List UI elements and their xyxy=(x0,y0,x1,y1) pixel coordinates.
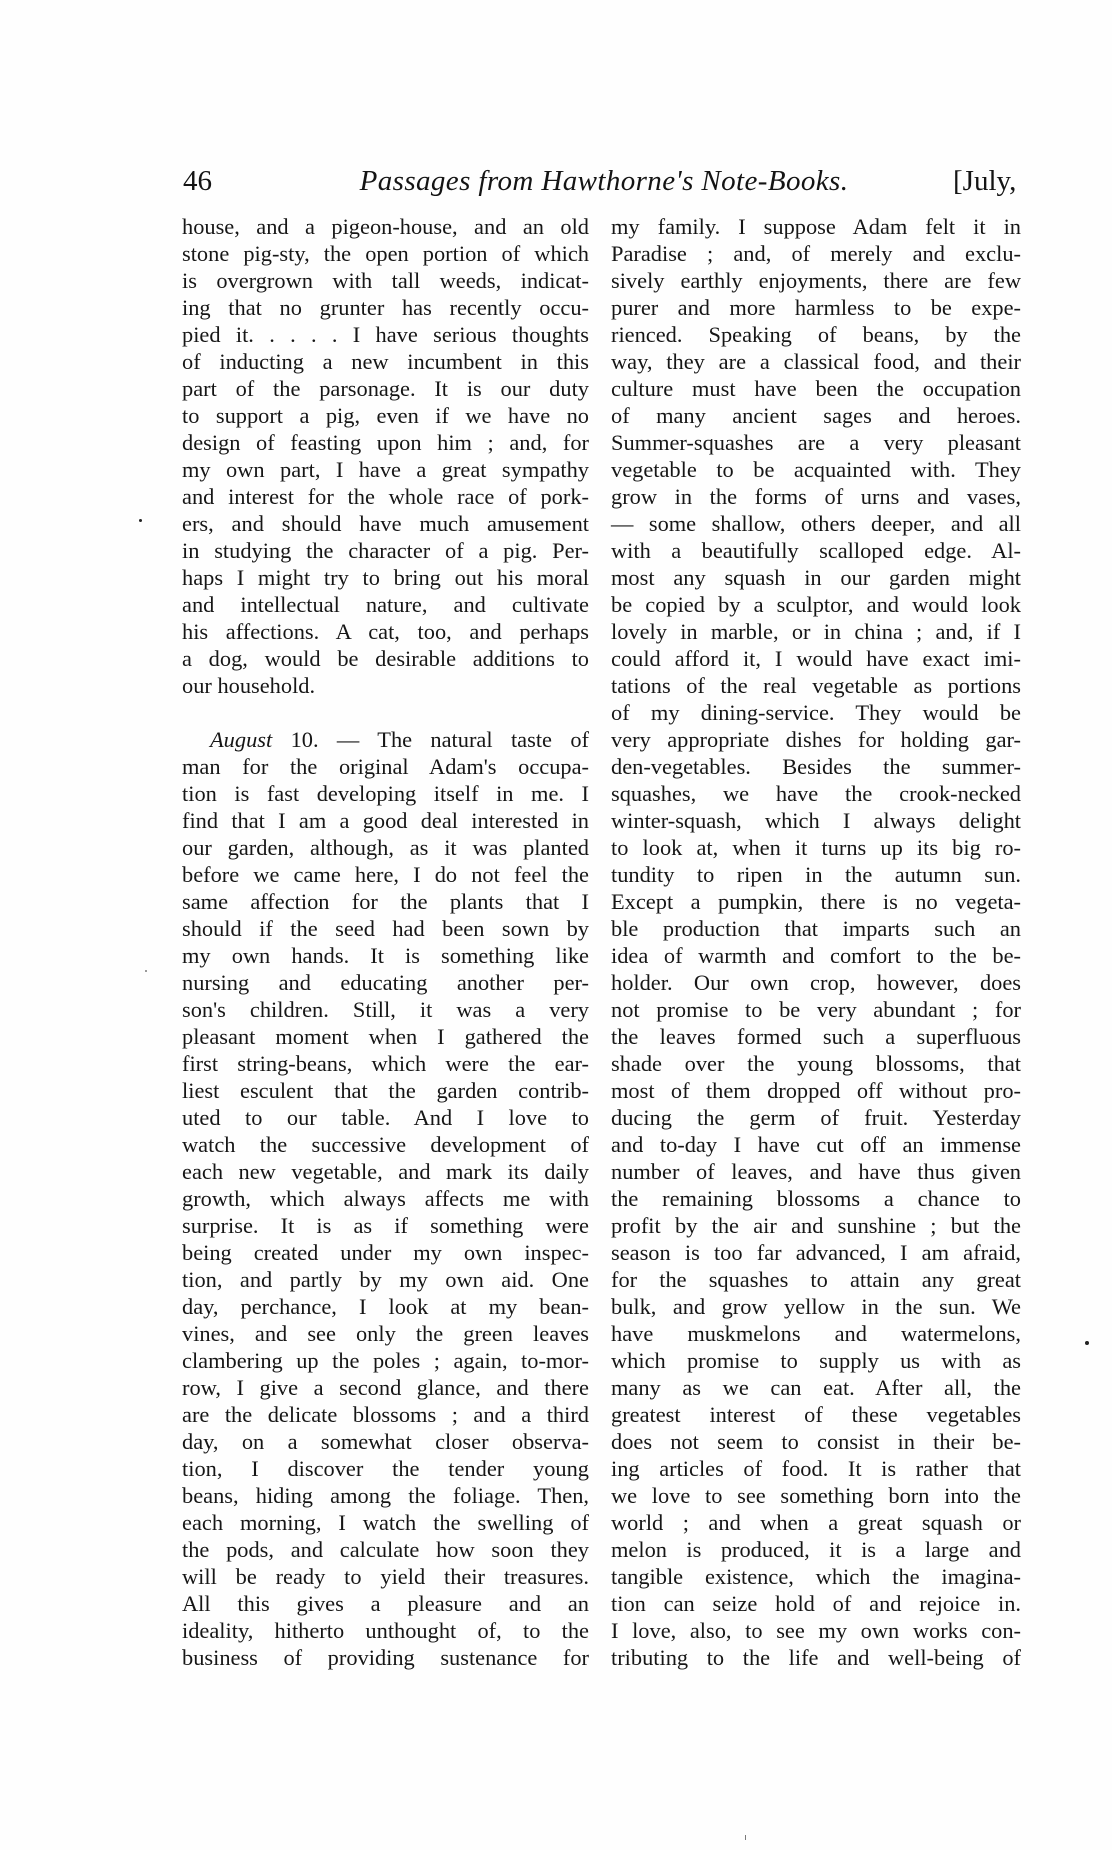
text-line: the pods, and calculate how soon they xyxy=(182,1537,589,1562)
text-line: day, on a somewhat closer observa- xyxy=(182,1429,589,1454)
text-line: to look at, when it turns up its big ro- xyxy=(611,835,1021,860)
text-line: beans, hiding among the foliage. Then, xyxy=(182,1483,589,1508)
text-line: Except a pumpkin, there is no vegeta- xyxy=(611,889,1021,914)
scan-speck xyxy=(145,970,147,972)
text-line: will be ready to yield their treasures. xyxy=(182,1564,589,1589)
text-line: tion is fast developing itself in me. I xyxy=(182,781,589,806)
text-line: the leaves formed such a superfluous xyxy=(611,1024,1021,1049)
text-line: way, they are a classical food, and their xyxy=(611,349,1021,374)
text-line: season is too far advanced, I am afraid, xyxy=(611,1240,1021,1265)
text-line: purer and more harmless to be expe- xyxy=(611,295,1021,320)
text-line: my own hands. It is something like xyxy=(182,943,589,968)
text-line: find that I am a good deal interested in xyxy=(182,808,589,833)
text-line: ing articles of food. It is rather that xyxy=(611,1456,1021,1481)
text-line: profit by the air and sunshine ; but the xyxy=(611,1213,1021,1238)
text-line: each morning, I watch the swelling of xyxy=(182,1510,589,1535)
text-line: tributing to the life and well-being of xyxy=(611,1645,1021,1670)
text-line: holder. Our own crop, however, does xyxy=(611,970,1021,995)
text-line: the remaining blossoms a chance to xyxy=(611,1186,1021,1211)
text-line: my own part, I have a great sympathy xyxy=(182,457,589,482)
text-line: haps I might try to bring out his moral xyxy=(182,565,589,590)
text-line: to support a pig, even if we have no xyxy=(182,403,589,428)
text-line: tations of the real vegetable as portions xyxy=(611,673,1021,698)
text-line: Paradise ; and, of merely and exclu- xyxy=(611,241,1021,266)
text-line: ideality, hitherto unthought of, to the xyxy=(182,1618,589,1643)
text-line: design of feasting upon him ; and, for xyxy=(182,430,589,455)
text-line: my family. I suppose Adam felt it in xyxy=(611,214,1021,239)
text-line: tion, I discover the tender young xyxy=(182,1456,589,1481)
scan-speck xyxy=(139,519,142,522)
text-line: of many ancient sages and heroes. xyxy=(611,403,1021,428)
text-line: surprise. It is as if something were xyxy=(182,1213,589,1238)
text-line: for the squashes to attain any great xyxy=(611,1267,1021,1292)
text-line: tundity to ripen in the autumn sun. xyxy=(611,862,1021,887)
text-line: ducing the germ of fruit. Yesterday xyxy=(611,1105,1021,1130)
scan-speck xyxy=(745,1835,746,1840)
text-line: melon is produced, it is a large and xyxy=(611,1537,1021,1562)
text-line: growth, which always affects me with xyxy=(182,1186,589,1211)
text-line: ing that no grunter has recently occu- xyxy=(182,295,589,320)
text-line: being created under my own inspec- xyxy=(182,1240,589,1265)
text-line: does not seem to consist in their be- xyxy=(611,1429,1021,1454)
text-line: each new vegetable, and mark its daily xyxy=(182,1159,589,1184)
text-line: stone pig-sty, the open portion of which xyxy=(182,241,589,266)
text-line: sively earthly enjoyments, there are few xyxy=(611,268,1021,293)
text-line: squashes, we have the crook-necked xyxy=(611,781,1021,806)
text-line: house, and a pigeon-house, and an old xyxy=(182,214,589,239)
text-line: a dog, would be desirable additions to xyxy=(182,646,589,671)
text-line: pleasant moment when I gathered the xyxy=(182,1024,589,1049)
text-line: most any squash in our garden might xyxy=(611,565,1021,590)
entry-first-line: — The natural taste of xyxy=(336,727,589,752)
entry-date-label: August xyxy=(210,727,273,752)
paragraph-end-line: our household. xyxy=(182,673,316,698)
text-line: which promise to supply us with as xyxy=(611,1348,1021,1373)
text-line: Summer-squashes are a very pleasant xyxy=(611,430,1021,455)
text-line: vines, and see only the green leaves xyxy=(182,1321,589,1346)
entry-date-day: 10. xyxy=(290,727,319,752)
text-line: nursing and educating another per- xyxy=(182,970,589,995)
text-line: could afford it, I would have exact imi- xyxy=(611,646,1021,671)
text-line: business of providing sustenance for xyxy=(182,1645,589,1670)
text-line: be copied by a sculptor, and would look xyxy=(611,592,1021,617)
text-line: culture must have been the occupation xyxy=(611,376,1021,401)
text-line: All this gives a pleasure and an xyxy=(182,1591,589,1616)
text-line: number of leaves, and have thus given xyxy=(611,1159,1021,1184)
text-line: tangible existence, which the imagina- xyxy=(611,1564,1021,1589)
text-line: first string-beans, which were the ear- xyxy=(182,1051,589,1076)
text-line: idea of warmth and comfort to the be- xyxy=(611,943,1021,968)
text-line: world ; and when a great squash or xyxy=(611,1510,1021,1535)
section-date: [July, xyxy=(953,165,1017,197)
text-line: are the delicate blossoms ; and a third xyxy=(182,1402,589,1427)
text-line: I love, also, to see my own works con- xyxy=(611,1618,1021,1643)
text-line: in studying the character of a pig. Per- xyxy=(182,538,589,563)
scan-speck xyxy=(1085,1341,1089,1345)
text-line: many as we can eat. After all, the xyxy=(611,1375,1021,1400)
text-line: — some shallow, others deeper, and all xyxy=(611,511,1021,536)
text-line: man for the original Adam's occupa- xyxy=(182,754,589,779)
text-line: his affections. A cat, too, and perhaps xyxy=(182,619,589,644)
text-line: uted to our table. And I love to xyxy=(182,1105,589,1130)
text-line: is overgrown with tall weeds, indicat- xyxy=(182,268,589,293)
text-line: same affection for the plants that I xyxy=(182,889,589,914)
text-line: tion, and partly by my own aid. One xyxy=(182,1267,589,1292)
text-line: with a beautifully scalloped edge. Al- xyxy=(611,538,1021,563)
text-line: bulk, and grow yellow in the sun. We xyxy=(611,1294,1021,1319)
text-line: watch the successive development of xyxy=(182,1132,589,1157)
text-line: row, I give a second glance, and there xyxy=(182,1375,589,1400)
text-line: winter-squash, which I always delight xyxy=(611,808,1021,833)
text-line: ers, and should have much amusement xyxy=(182,511,589,536)
text-line: and interest for the whole race of pork- xyxy=(182,484,589,509)
text-line: of inducting a new incumbent in this xyxy=(182,349,589,374)
text-line: lovely in marble, or in china ; and, if I xyxy=(611,619,1021,644)
text-line: part of the parsonage. It is our duty xyxy=(182,376,589,401)
text-line: we love to see something born into the xyxy=(611,1483,1021,1508)
text-line: pied it. . . . . I have serious thoughts xyxy=(182,322,589,347)
text-line: den-vegetables. Besides the summer- xyxy=(611,754,1021,779)
text-line: tion can seize hold of and rejoice in. xyxy=(611,1591,1021,1616)
text-line: very appropriate dishes for holding gar- xyxy=(611,727,1021,752)
text-line: shade over the young blossoms, that xyxy=(611,1051,1021,1076)
text-line: our garden, although, as it was planted xyxy=(182,835,589,860)
text-line: clambering up the poles ; again, to-mor- xyxy=(182,1348,589,1373)
text-line: liest esculent that the garden contrib- xyxy=(182,1078,589,1103)
text-line: have muskmelons and watermelons, xyxy=(611,1321,1021,1346)
text-line: greatest interest of these vegetables xyxy=(611,1402,1021,1427)
text-line: and to-day I have cut off an immense xyxy=(611,1132,1021,1157)
text-line: of my dining-service. They would be xyxy=(611,700,1021,725)
running-title: Passages from Hawthorne's Note-Books. xyxy=(359,165,849,197)
text-line: day, perchance, I look at my bean- xyxy=(182,1294,589,1319)
text-line: grow in the forms of urns and vases, xyxy=(611,484,1021,509)
text-line: and intellectual nature, and cultivate xyxy=(182,592,589,617)
entry-heading-line xyxy=(182,726,589,753)
page-number: 46 xyxy=(183,165,212,197)
text-line: vegetable to be acquainted with. They xyxy=(611,457,1021,482)
text-line: not promise to be very abundant ; for xyxy=(611,997,1021,1022)
text-line: son's children. Still, it was a very xyxy=(182,997,589,1022)
text-line: before we came here, I do not feel the xyxy=(182,862,589,887)
text-line: most of them dropped off without pro- xyxy=(611,1078,1021,1103)
text-line: should if the seed had been sown by xyxy=(182,916,589,941)
text-line: rienced. Speaking of beans, by the xyxy=(611,322,1021,347)
text-line: ble production that imparts such an xyxy=(611,916,1021,941)
